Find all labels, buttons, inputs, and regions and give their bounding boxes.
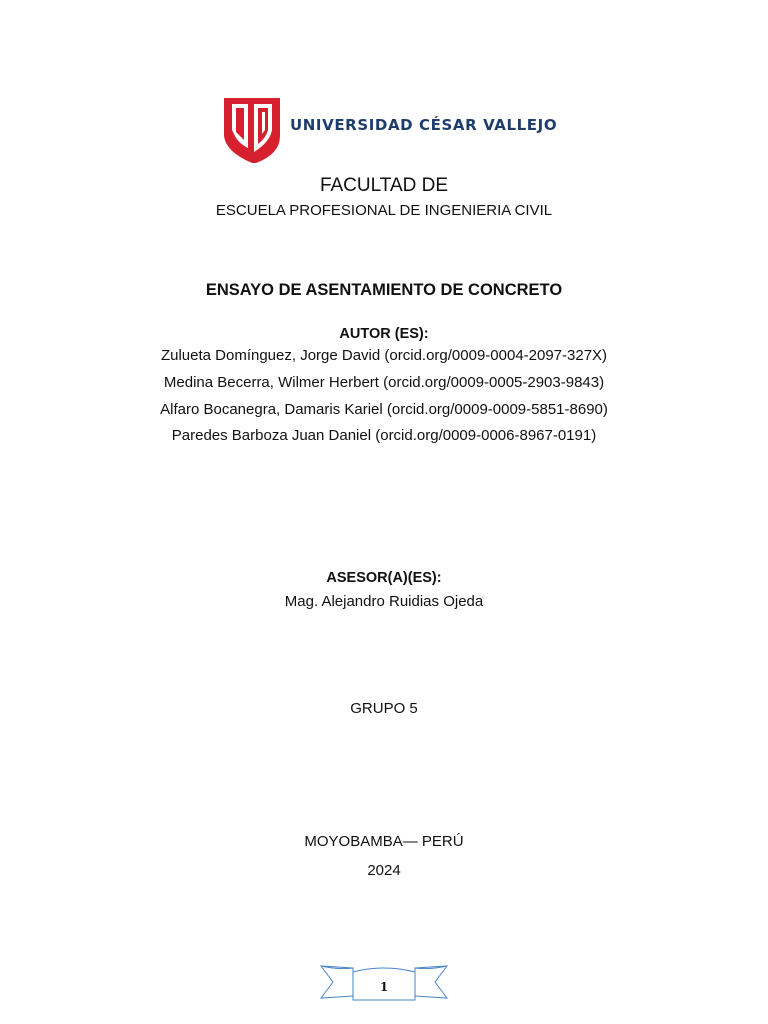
faculty-title: FACULTAD DE — [319, 175, 449, 196]
advisor-name: Mag. Alejandro Ruidias Ojeda — [284, 593, 484, 610]
year: 2024 — [367, 862, 401, 879]
school-name: ESCUELA PROFESIONAL DE INGENIERIA CIVIL — [215, 202, 553, 219]
document-title: ENSAYO DE ASENTAMIENTO DE CONCRETO — [205, 281, 563, 299]
university-name: UNIVERSIDAD CÉSAR VALLEJO — [290, 116, 558, 134]
author-name: Medina Becerra, Wilmer Herbert (orcid.org/0009-0005-2903-9843) — [163, 374, 605, 391]
university-logo — [222, 96, 558, 166]
location: MOYOBAMBA— PERÚ — [304, 833, 464, 850]
authors-heading: AUTOR (ES): — [339, 326, 429, 342]
ucv-shield-icon — [222, 96, 282, 164]
author-name: Alfaro Bocanegra, Damaris Kariel (orcid.org/0009-0009-5851-8690) — [160, 401, 608, 418]
page-number: 1 — [379, 980, 389, 994]
advisor-heading: ASESOR(A)(ES): — [326, 570, 442, 586]
author-name: Zulueta Domínguez, Jorge David (orcid.org/0009-0004-2097-327X) — [160, 347, 608, 364]
group-label: GRUPO 5 — [350, 700, 418, 717]
author-name: Paredes Barboza Juan Daniel (orcid.org/0009-0006-8967-0191) — [171, 427, 597, 444]
